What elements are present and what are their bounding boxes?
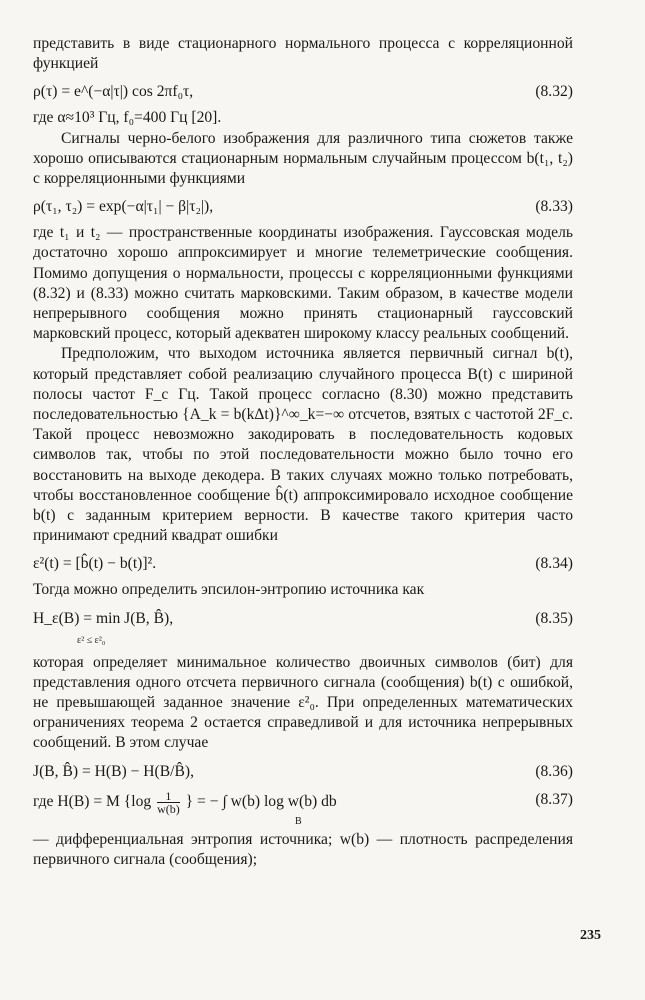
paragraph-1: представить в виде стационарного нормального процесса с корреляционной функцией <box>33 35 573 73</box>
equation-8-37-fraction <box>157 790 180 815</box>
paragraph-8: — дифференциальная энтропия источника; w(b) — плотность распределения первичного сигнала (сообщения); <box>33 830 573 868</box>
equation-8-37-suffix: } = − ∫ w(b) log w(b) db <box>185 792 337 810</box>
equation-8-35 <box>33 607 573 647</box>
equation-8-35-subscript: ε² ≤ ε²₀ <box>77 634 106 646</box>
equation-8-36 <box>33 760 573 782</box>
equation-8-33 <box>33 195 573 217</box>
equation-8-37-integral-subscript: B <box>295 815 302 827</box>
equation-8-34-body: ε²(t) = [b̂(t) − b(t)]². <box>33 555 157 573</box>
text-column <box>33 34 573 870</box>
equation-8-37-denominator: w(b) <box>157 801 180 816</box>
equation-8-36-number: (8.36) <box>535 762 573 780</box>
equation-8-34 <box>33 552 573 574</box>
equation-8-37-prefix: где H(B) = M {log <box>33 792 152 810</box>
equation-8-32 <box>33 80 573 102</box>
equation-8-32-number: (8.32) <box>535 83 573 101</box>
equation-8-36-body: J(B, B̂) = H(B) − H(B/B̂), <box>33 762 194 780</box>
paragraph-5: Предположим, что выходом источника является первичный сигнал b(t), который представляет собой реализацию случайного процесса B(t) с шириной полосы частот F_c Гц. Такой процесс согласно (8.30) можно представить последовательностью {A_k = b(kΔt)}^∞_k=−∞ отсчетов, взятых с частотой 2F_c. Такой процесс невозможно закодировать в последовательность кодовых символов так, чтобы по этой последовательности можно было точно его восстановить на выходе декодера. В таких случаях можно только потребовать, чтобы восстановленное сообщение b̂(t) аппроксимировало исходное сообщение b(t) с заданным критерием верности. В качестве такого критерия часто принимают средний квадрат ошибки <box>33 345 573 545</box>
equation-8-34-number: (8.34) <box>535 555 573 573</box>
page-number: 235 <box>580 928 601 943</box>
equation-8-35-number: (8.35) <box>535 609 573 627</box>
equation-8-35-body: H_ε(B) = min J(B, B̂), <box>33 609 174 627</box>
paragraph-4: где t₁ и t₂ — пространственные координаты изображения. Гауссовская модель достаточно хорошо аппроксимирует и многие телеметрические сообщения. Помимо допущения о нормальности, процессы с корреляционными функциями (8.32) и (8.33) можно считать марковскими. Таким образом, в качестве модели непрерывного сообщения можно принять стационарный гауссовский марковский процесс, который адекватен широкому классу реальных сообщений. <box>33 224 573 343</box>
paragraph-2: где α≈10³ Гц, f₀=400 Гц [20]. <box>33 109 222 127</box>
equation-8-37-number: (8.37) <box>535 790 573 808</box>
equation-8-37-numerator: 1 <box>157 790 180 803</box>
paragraph-7: которая определяет минимальное количество двоичных символов (бит) для представления одного отсчета первичного сигнала (сообщения) b(t) с ошибкой, не превышающей заданное значение ε²₀. При определенных математических ограничениях теорема 2 остается справедливой и для источника непрерывных сообщений. В этом случае <box>33 653 573 752</box>
equation-8-37-body <box>33 790 337 815</box>
equation-8-33-number: (8.33) <box>535 198 573 216</box>
paragraph-6: Тогда можно определить эпсилон-энтропию источника как <box>33 581 425 599</box>
equation-8-33-body: ρ(τ₁, τ₂) = exp(−α|τ₁| − β|τ₂|), <box>33 198 214 216</box>
paragraph-3: Сигналы черно-белого изображения для различного типа сюжетов также хорошо описываются стационарным нормальным случайным процессом b(t₁, t₂) с корреляционными функциями <box>33 129 573 188</box>
equation-8-32-body: ρ(τ) = e^(−α|τ|) cos 2πf₀τ, <box>33 83 194 101</box>
equation-8-37 <box>33 788 573 827</box>
